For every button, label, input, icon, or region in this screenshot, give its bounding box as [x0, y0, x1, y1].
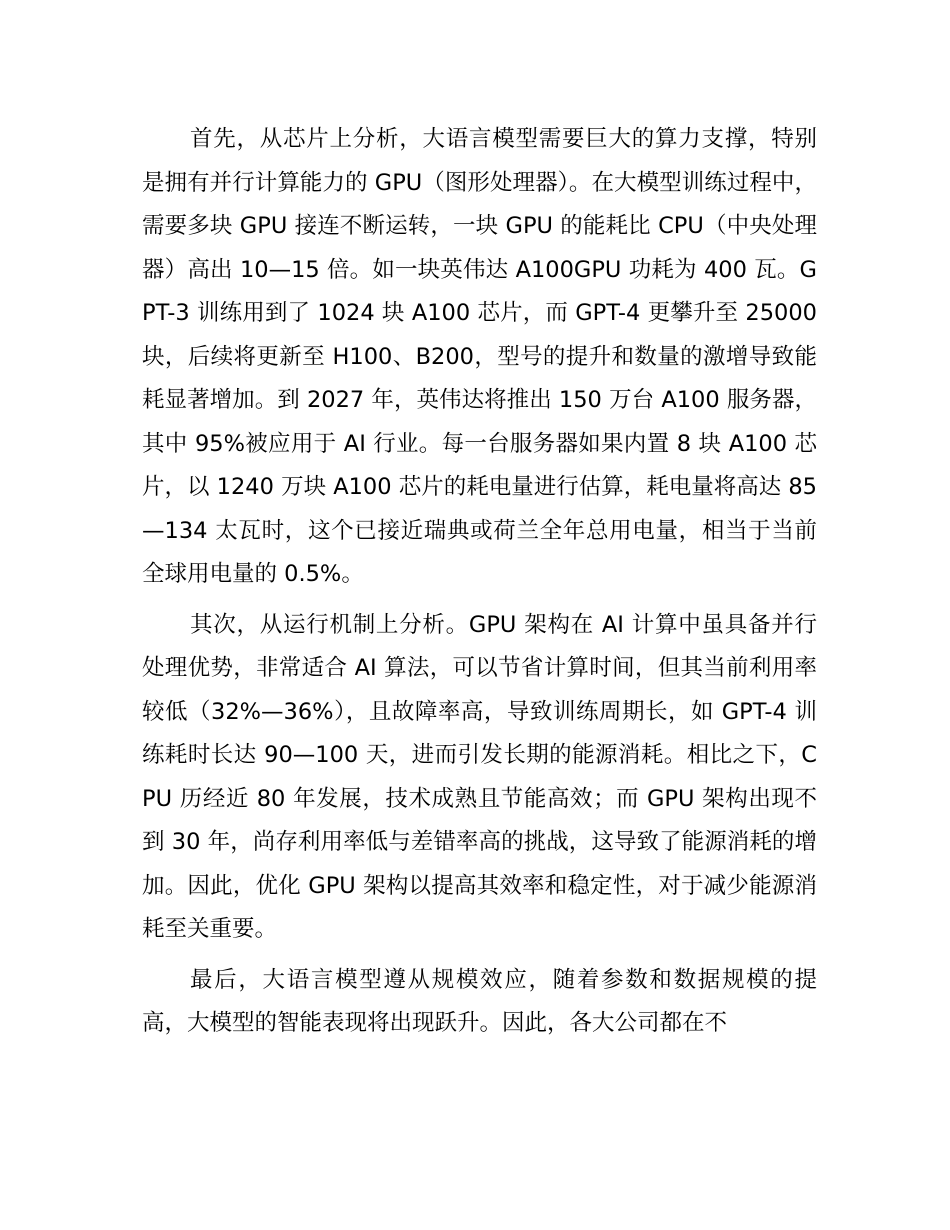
paragraph-chip-analysis: 首先，从芯片上分析，大语言模型需要巨大的算力支撑，特别是拥有并行计算能力的 GPU（图形处理器）。在大模型训练过程中，需要多块 GPU 接连不断运转，一块 GPU 的能耗比 CPU（中央处理器）高出 10—15 倍。如一块英伟达 A100GPU 功耗为 400 瓦。GPT-3 训练用到了 1024 块 A100 芯片，而 GPT-4 更攀升至 25000 块，后续将更新至 H100、B200，型号的提升和数量的激增导致能耗显著增加。到 2027 年，英伟达将推出 150 万台 A100 服务器，其中 95%被应用于 AI 行业。每一台服务器如果内置 8 块 A100 芯片，以 1240 万块 A100 芯片的耗电量进行估算，耗电量将高达 85—134 太瓦时，这个已接近瑞典或荷兰全年总用电量，相当于当前全球用电量的 0.5%。: [142, 126, 817, 587]
paragraph-scale-effect: 最后，大语言模型遵从规模效应，随着参数和数据规模的提高，大模型的智能表现将出现跃升。因此，各大公司都在不: [142, 966, 817, 1036]
document-body: [142, 118, 817, 1053]
paragraph-runtime-mechanism: 其次，从运行机制上分析。GPU 架构在 AI 计算中虽具备并行处理优势，非常适合 AI 算法，可以节省计算时间，但其当前利用率较低（32%—36%），且故障率高，导致训练周期长，如 GPT-4 训练耗时长达 90—100 天，进而引发长期的能源消耗。相比之下，CPU 历经近 80 年发展，技术成熟且节能高效；而 GPU 架构出现不到 30 年，尚存利用率低与差错率高的挑战，这导致了能源消耗的增加。因此，优化 GPU 架构以提高其效率和稳定性，对于减少能源消耗至关重要。: [142, 611, 817, 942]
